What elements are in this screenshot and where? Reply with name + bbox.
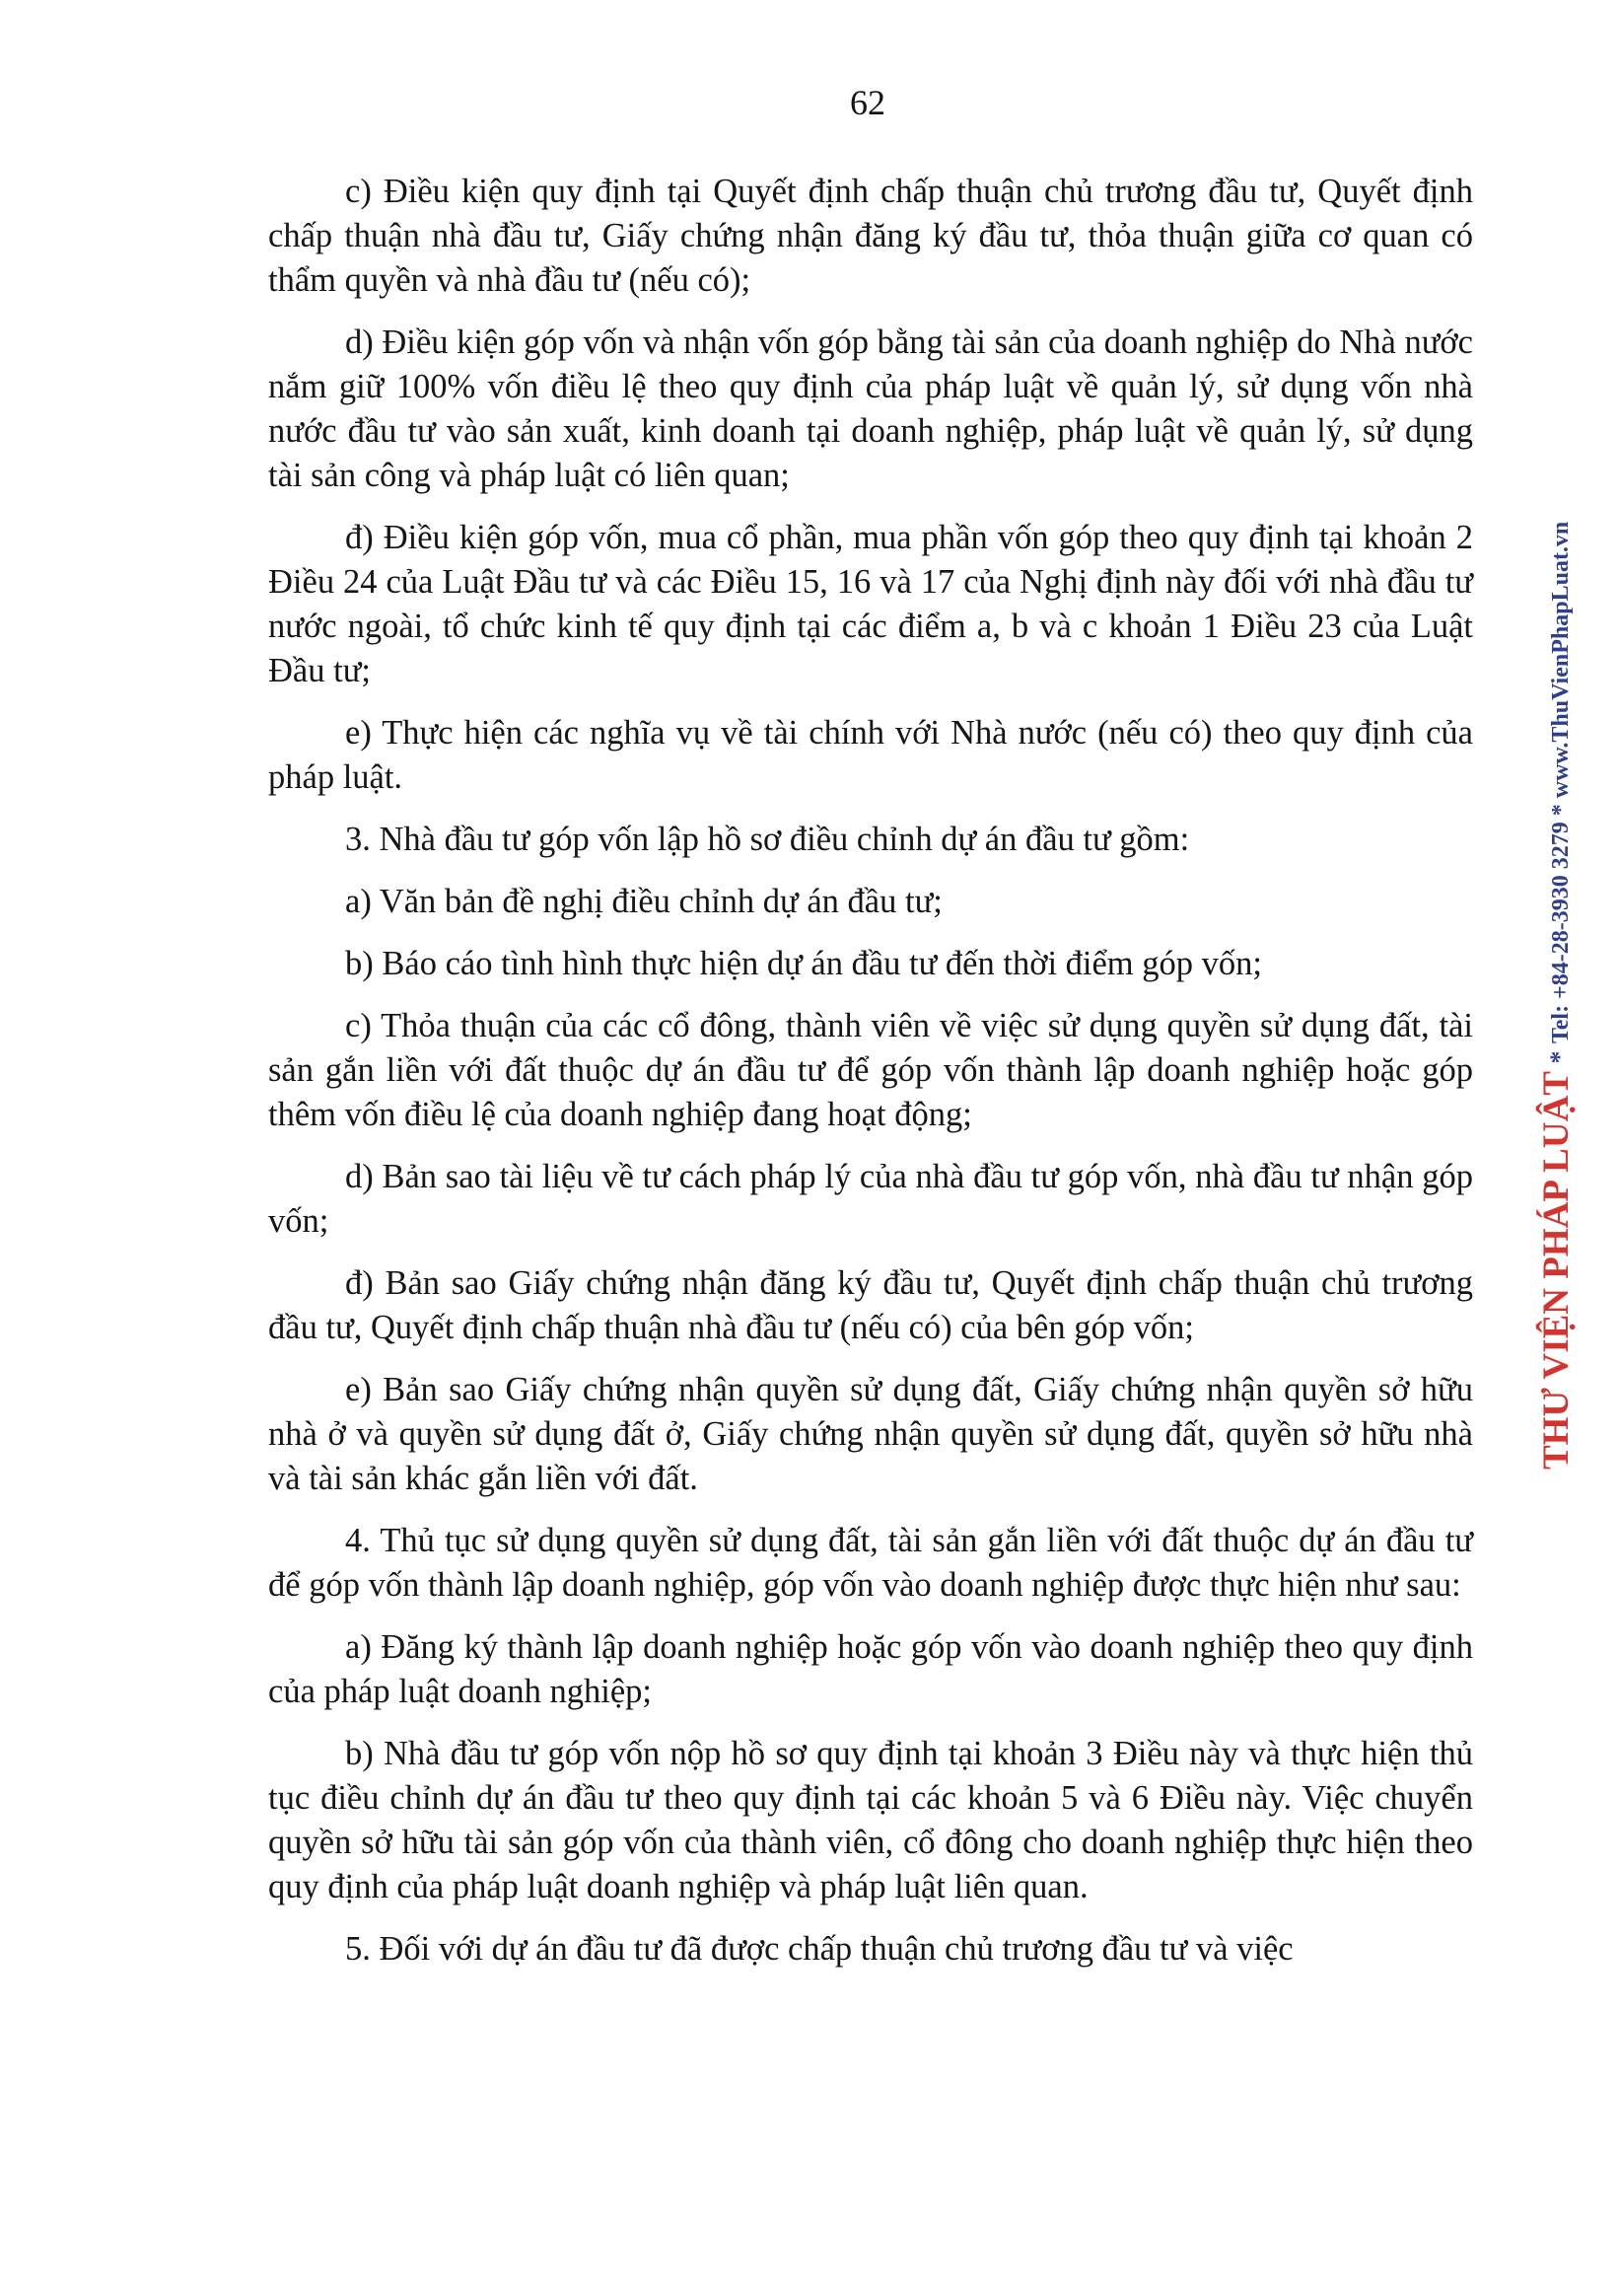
watermark	[1536, 521, 1578, 1470]
paragraph-3e-land-certificate: e) Bản sao Giấy chứng nhận quyền sử dụng đất, Giấy chứng nhận quyền sở hữu nhà ở và quyền sử dụng đất ở, Giấy chứng nhận quyền sử dụng đất, quyền sở hữu nhà và tài sản khác gắn liền với đất.	[268, 1371, 1473, 1497]
paragraph-c-conditions: c) Điều kiện quy định tại Quyết định chấp thuận chủ trương đầu tư, Quyết định chấp thuận nhà đầu tư, Giấy chứng nhận đăng ký đầu tư, thỏa thuận giữa cơ quan có thẩm quyền và nhà đầu tư (nếu có);	[268, 173, 1473, 299]
paragraph-4b-submission: b) Nhà đầu tư góp vốn nộp hồ sơ quy định tại khoản 3 Điều này và thực hiện thủ tục điều chỉnh dự án đầu tư theo quy định tại các khoản 5 và 6 Điều này. Việc chuyển quyền sở hữu tài sản góp vốn của thành viên, cổ đông cho doanh nghiệp thực hiện theo quy định của pháp luật doanh nghiệp và pháp luật liên quan.	[268, 1735, 1473, 1905]
paragraph-e-financial-obligations: e) Thực hiện các nghĩa vụ về tài chính với Nhà nước (nếu có) theo quy định của pháp luật.	[268, 714, 1473, 796]
paragraph-3a-request: a) Văn bản đề nghị điều chỉnh dự án đầu tư;	[345, 883, 943, 920]
paragraph-3d-legal-status: d) Bản sao tài liệu về tư cách pháp lý của nhà đầu tư góp vốn, nhà đầu tư nhận góp vốn;	[268, 1158, 1473, 1240]
watermark-separator: *	[1545, 1050, 1574, 1064]
paragraph-dd-foreign-investor: đ) Điều kiện góp vốn, mua cổ phần, mua phần vốn góp theo quy định tại khoản 2 Điều 24 của Luật Đầu tư và các Điều 15, 16 và 17 của Nghị định này đối với nhà đầu tư nước ngoài, tổ chức kinh tế quy định tại các điểm a, b và c khoản 1 Điều 23 của Luật Đầu tư;	[268, 519, 1473, 689]
paragraph-3b-report: b) Báo cáo tình hình thực hiện dự án đầu tư đến thời điểm góp vốn;	[345, 945, 1262, 982]
page-number: 62	[850, 83, 885, 122]
paragraph-5-approved-projects: 5. Đối với dự án đầu tư đã được chấp thuận chủ trương đầu tư và việc	[345, 1930, 1294, 1968]
paragraph-3c-agreement: c) Thỏa thuận của các cổ đông, thành viên về việc sử dụng quyền sử dụng đất, tài sản gắn liền với đất thuộc dự án đầu tư để góp vốn thành lập doanh nghiệp hoặc góp thêm vốn điều lệ của doanh nghiệp đang hoạt động;	[268, 1007, 1473, 1133]
paragraph-d-state-capital: d) Điều kiện góp vốn và nhận vốn góp bằng tài sản của doanh nghiệp do Nhà nước nắm giữ 100% vốn điều lệ theo quy định của pháp luật về quản lý, sử dụng vốn nhà nước đầu tư vào sản xuất, kinh doanh tại doanh nghiệp, pháp luật về quản lý, sử dụng tài sản công và pháp luật có liên quan;	[268, 323, 1473, 494]
paragraph-4-procedure: 4. Thủ tục sử dụng quyền sử dụng đất, tài sản gắn liền với đất thuộc dự án đầu tư để góp vốn thành lập doanh nghiệp, góp vốn vào doanh nghiệp được thực hiện như sau:	[268, 1522, 1473, 1604]
paragraph-3dd-certificate-copy: đ) Bản sao Giấy chứng nhận đăng ký đầu tư, Quyết định chấp thuận chủ trương đầu tư, Quyết định chấp thuận nhà đầu tư (nếu có) của bên góp vốn;	[268, 1264, 1473, 1346]
paragraph-3-dossier: 3. Nhà đầu tư góp vốn lập hồ sơ điều chỉnh dự án đầu tư gồm:	[345, 821, 1190, 858]
watermark-brand: THƯ VIỆN PHÁP LUẬT	[1536, 1071, 1577, 1470]
paragraph-4a-registration: a) Đăng ký thành lập doanh nghiệp hoặc góp vốn vào doanh nghiệp theo quy định của pháp luật doanh nghiệp;	[268, 1628, 1473, 1710]
watermark-contact: Tel: +84-28-3930 3279 * www.ThuVienPhapLuat.vn	[1548, 521, 1574, 1044]
document-body	[268, 170, 1473, 1989]
